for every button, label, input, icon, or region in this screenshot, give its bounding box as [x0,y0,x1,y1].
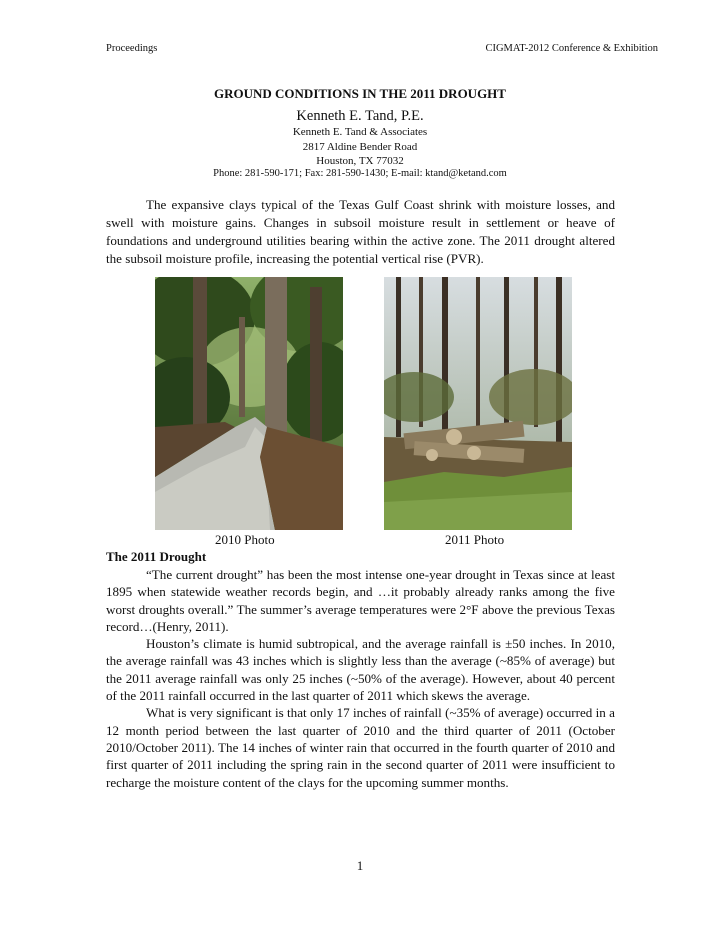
running-header-right: CIGMAT-2012 Conference & Exhibition [485,43,658,54]
paper-title: GROUND CONDITIONS IN THE 2011 DROUGHT [214,86,506,101]
running-header-left: Proceedings [106,43,158,54]
affiliation-street: 2817 Aldine Bender Road [302,141,418,153]
caption-2011-photo: 2011 Photo [445,532,505,547]
abstract-paragraph: The expansive clays typical of the Texas Gulf Coast shrink with moisture losses, and swell with moisture gains. Changes in subsoil moisture result in settlement or heave of foundations and underground utilities bearing within the active zone. The 2011 drought altered the subsoil moisture profile, increasing the potential vertical rise (PVR). [106,197,615,266]
affiliation-company: Kenneth E. Tand & Associates [292,126,428,138]
section-body [106,566,615,791]
body-paragraph: Houston’s climate is humid subtropical, and the average rainfall is ±50 inches. In 2010, the average rainfall was 43 inches which is slightly less than the average (~85% of average) but the 2011 average rainfall was only 25 inches (~50% of the average). However, about 40 percent of the 2011 rainfall occurred in the last quarter of 2011 which skews the average. [106,636,615,704]
photo-2011 [384,277,572,530]
body-paragraph: “The current drought” has been the most intense one-year drought in Texas since at least 1895 when statewide weather records begin, and …it probably already ranks among the five worst droughts overall.” The summer’s average temperatures were 2°F above the previous Texas record…(Henry, 2011). [106,567,615,634]
section-heading: The 2011 Drought [106,549,207,564]
page-number: 1 [356,858,364,873]
contact-line: Phone: 281-590-171; Fax: 281-590-1430; E-mail: ktand@ketand.com [213,168,507,179]
photo-2010 [155,277,343,530]
author-name: Kenneth E. Tand, P.E. [296,108,424,124]
caption-2010-photo: 2010 Photo [215,532,275,547]
affiliation-city: Houston, TX 77032 [316,155,404,167]
body-paragraph: What is very significant is that only 17 inches of rainfall (~35% of average) occurred in a 12 month period between the last quarter of 2010 and the third quarter of 2011 (October 2010/October 2011). The 14 inches of winter rain that occurred in the fourth quarter of 2010 and first quarter of 2011 including the spring rain in the second quarter of 2011 were insufficient to recharge the moisture content of the clays for the upcoming summer months. [106,705,615,790]
